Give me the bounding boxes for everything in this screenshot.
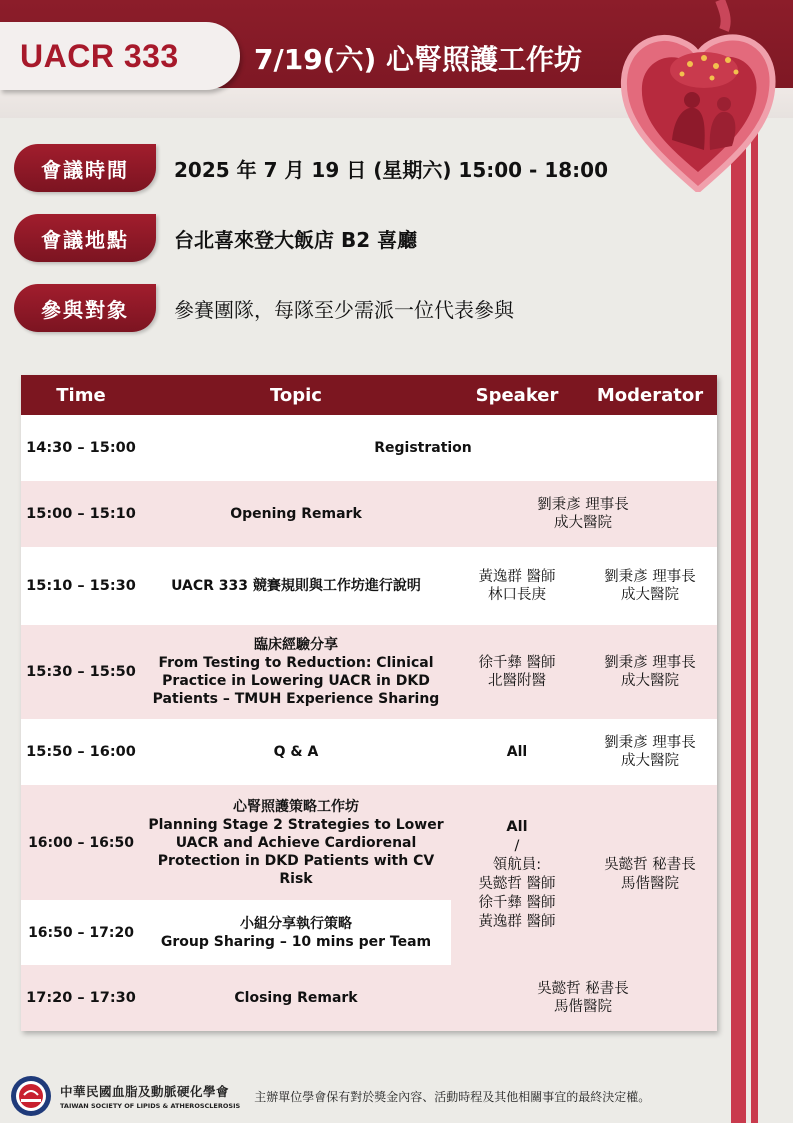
footer	[10, 1074, 730, 1118]
speaker-name: 徐千彝 醫師	[478, 655, 556, 671]
row-topic	[141, 915, 451, 951]
disclaimer-text: 主辦單位學會保有對於獎金內容、活動時程及其他相關事宜的最終決定權。	[254, 1089, 651, 1104]
info-value: 2025 年 7 月 19 日 (星期六) 15:00 - 18:00	[174, 157, 608, 182]
speaker-name: 黃逸群 醫師	[478, 914, 556, 930]
row-time: 15:00 – 15:10	[26, 506, 136, 522]
speaker-separator: /	[514, 838, 520, 854]
society-seal-icon	[10, 1075, 52, 1117]
table-row	[21, 625, 717, 719]
row-moderator	[583, 568, 717, 604]
society-name	[60, 1082, 240, 1110]
table-row	[21, 785, 451, 900]
workshop-speaker	[451, 785, 583, 965]
moderator-affiliation: 成大醫院	[621, 673, 679, 689]
speaker-label: 領航員:	[492, 857, 542, 873]
info-row-audience	[14, 283, 514, 333]
header-moderator: Moderator	[596, 384, 704, 406]
speaker-affiliation: 林口長庚	[488, 587, 546, 603]
table-row	[21, 547, 717, 625]
header-topic: Topic	[270, 384, 322, 406]
topic-line: UACR and Achieve Cardiorenal	[175, 834, 417, 851]
table-row	[21, 719, 717, 785]
decor-bar-thin	[751, 110, 758, 1123]
moderator-name: 劉秉彥 理事長	[604, 655, 696, 671]
row-topic: Opening Remark	[230, 506, 362, 522]
moderator-affiliation: 成大醫院	[621, 587, 679, 603]
speaker-name: 黃逸群 醫師	[478, 569, 556, 585]
row-speaker	[451, 980, 715, 1016]
society-name-en: TAIWAN SOCIETY OF LIPIDS & ATHEROSCLEROSIS	[60, 1102, 241, 1110]
info-row-venue	[14, 213, 417, 263]
event-title: 7/19(六) 心腎照護工作坊	[254, 43, 583, 76]
speaker-name: 徐千彝 醫師	[478, 895, 556, 911]
table-row	[21, 415, 717, 481]
row-moderator	[583, 734, 717, 770]
row-moderator	[583, 654, 717, 690]
row-time: 15:30 – 15:50	[26, 664, 136, 680]
workshop-left	[21, 785, 451, 965]
info-label: 會議時間	[14, 144, 156, 192]
moderator-name: 劉秉彥 理事長	[604, 569, 696, 585]
header-speaker: Speaker	[475, 384, 559, 406]
topic-line: Practice in Lowering UACR in DKD	[162, 673, 430, 689]
row-topic	[141, 636, 451, 708]
row-topic: Closing Remark	[234, 990, 358, 1006]
moderator-name: 劉秉彥 理事長	[604, 735, 696, 751]
society-name-cn: 中華民國血脂及動脈硬化學會	[60, 1084, 230, 1099]
topic-line: Protection in DKD Patients with CV Risk	[157, 852, 435, 887]
table-row	[21, 481, 717, 547]
logo-pill	[0, 22, 240, 90]
row-speaker: All	[506, 744, 528, 760]
speaker-affiliation: 北醫附醫	[488, 673, 546, 689]
moderator-affiliation: 馬偕醫院	[620, 876, 679, 892]
table-row	[21, 965, 717, 1031]
speaker-name: 吳懿哲 秘書長	[537, 981, 629, 997]
info-row-time	[14, 143, 608, 193]
heart-illustration-icon	[612, 0, 784, 192]
decor-bar	[731, 110, 746, 1123]
agenda-table	[21, 375, 717, 1031]
topic-line: Group Sharing – 10 mins per Team	[160, 933, 432, 950]
row-topic	[141, 798, 451, 888]
moderator-name: 吳懿哲 秘書長	[604, 857, 696, 873]
table-row	[21, 900, 451, 965]
topic-line: Patients – TMUH Experience Sharing	[152, 691, 440, 707]
speaker-affiliation: 馬偕醫院	[554, 999, 612, 1015]
topic-line: Planning Stage 2 Strategies to Lower	[148, 816, 444, 833]
row-speaker	[451, 568, 583, 604]
header-time: Time	[56, 384, 106, 406]
info-value: 台北喜來登大飯店 B2 喜廳	[174, 227, 418, 252]
row-time: 15:10 – 15:30	[26, 578, 136, 594]
speaker-all: All	[506, 819, 528, 835]
row-time: 16:50 – 17:20	[28, 924, 134, 941]
row-speaker	[451, 496, 715, 532]
speaker-name: 劉秉彥 理事長	[537, 497, 629, 513]
row-time: 16:00 – 16:50	[28, 834, 134, 851]
row-topic: Registration	[374, 440, 472, 456]
logo-text: UACR 333	[20, 37, 179, 74]
info-label: 會議地點	[14, 214, 156, 262]
moderator-affiliation: 成大醫院	[621, 753, 679, 769]
speaker-name: 吳懿哲 醫師	[478, 876, 556, 892]
topic-line: From Testing to Reduction: Clinical	[158, 655, 434, 671]
speaker-affiliation: 成大醫院	[554, 515, 612, 531]
row-time: 14:30 – 15:00	[26, 440, 136, 456]
info-label: 參與對象	[14, 284, 156, 332]
workshop-block	[21, 785, 717, 965]
topic-line: 小組分享執行策略	[240, 915, 352, 932]
workshop-moderator	[583, 785, 717, 965]
row-topic: UACR 333 競賽規則與工作坊進行說明	[171, 578, 421, 594]
topic-line: 心腎照護策略工作坊	[233, 798, 359, 815]
topic-line: 臨床經驗分享	[254, 637, 338, 653]
row-speaker	[451, 654, 583, 690]
row-time: 17:20 – 17:30	[26, 990, 136, 1006]
row-time: 15:50 – 16:00	[26, 744, 136, 760]
table-header	[21, 375, 717, 415]
info-value: 參賽團隊，每隊至少需派一位代表參與	[174, 297, 514, 322]
row-topic: Q & A	[273, 744, 319, 760]
